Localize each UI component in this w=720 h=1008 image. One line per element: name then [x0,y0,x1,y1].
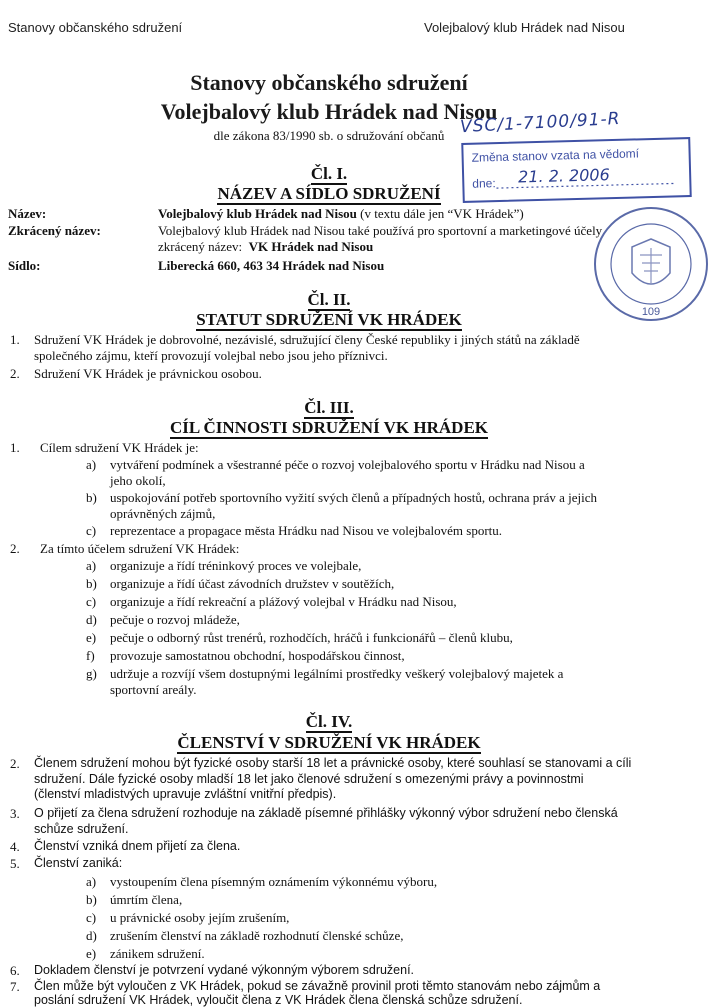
list-item: Za tímto účelem sdružení VK Hrádek: [40,541,240,556]
name-value: Volejbalový klub Hrádek nad Nisou (v textu dále jen “VK Hrádek”) [158,206,524,221]
list-item: Dokladem členství je potvrzení vydané výkonným výborem sdružení. [34,963,415,977]
sub-item-letter: c) [86,910,97,925]
list-number: 3. [10,806,20,821]
sub-item-letter: a) [86,874,97,889]
sub-item: provozuje samostatnou obchodní, hospodářskou činnost, [110,648,405,663]
section-4-title: ČLENSTVÍ V SDRUŽENÍ VK HRÁDEK [177,733,481,752]
sub-item: organizuje a řídí rekreační a plážový volejbal v Hrádku nad Nisou, [110,594,457,609]
list-item: Členství zaniká: [34,856,123,870]
list-item: O přijetí za člena sdružení rozhoduje na základě písemné přihlášky výkonný výbor sdružení nebo členská schůze sdružení. [34,806,618,836]
sub-item-letter: b) [86,490,97,505]
sub-item-letter: f) [86,648,95,663]
list-item: Sdružení VK Hrádek je právnickou osobou. [34,366,262,381]
sub-item: organizuje a řídí účast závodních družstev v soutěžích, [110,576,395,591]
sub-item: udržuje a rozvíjí všem dostupnými legálními prostředky veškerý volejbalový majetek a sportovní areály. [110,666,564,697]
section-1-number: Čl. I. [310,164,348,183]
seat-label: Sídlo: [8,258,41,273]
section-1-title: NÁZEV A SÍDLO SDRUŽENÍ [217,184,441,203]
stamp-date-label: dne: [472,176,496,191]
section-3-number: Čl. III. [304,398,354,417]
sub-item-letter: b) [86,892,97,907]
seal-number: 109 [641,306,661,318]
list-number: 7. [10,979,20,994]
law-reference: dle zákona 83/1990 sb. o sdružování občanů [213,128,445,143]
short-name-text: Volejbalový klub Hrádek nad Nisou také používá pro sportovní a marketingové účely [158,223,603,238]
sub-item-letter: d) [86,928,97,943]
sub-item: uspokojování potřeb sportovního vyžití svých členů a případných hostů, ochrana práv a jejich oprávněných zájmů, [110,490,598,521]
name-label: Název: [8,206,47,221]
sub-item: reprezentace a propagace města Hrádku nad Nisou ve volejbalovém sportu. [110,523,503,538]
sub-item: zánikem sdružení. [110,946,205,961]
sub-item-letter: c) [86,594,97,609]
short-name-value: zkrácený název: VK Hrádek nad Nisou [158,239,374,254]
running-header-left: Stanovy občanského sdružení [8,20,183,35]
sub-item-letter: d) [86,612,97,627]
list-item: Cílem sdružení VK Hrádek je: [40,440,199,455]
section-2-number: Čl. II. [307,290,351,309]
list-number: 5. [10,856,20,871]
list-item: Člen může být vyloučen z VK Hrádek, pokud se závažně provinil proti těmto stanovám nebo zájmům a poslání sdružení VK Hrádek, vyloučit člena z VK Hrádek člena členská schůze sdružení. [34,979,601,1007]
sub-item-letter: a) [86,457,97,472]
sub-item: pečuje o odborný růst trenérů, rozhodčích, hráčů i funkcionářů – členů klubu, [110,630,513,645]
sub-item-letter: b) [86,576,97,591]
sub-item-letter: g) [86,666,97,681]
list-item: Členem sdružení mohou být fyzické osoby starší 18 let a právnické osoby, které souhlasí se stanovami a cíli sdružení. Dále fyzické osoby mladší 18 let jako členové sdružení s omezenými právy a povinnostmi (členství mladistvých upravuje zvláštní vnitřní předpis). [34,756,632,801]
stamp-text: Změna stanov vzata na vědomí [471,146,640,165]
section-4-number: Čl. IV. [305,712,353,731]
stamp-date: 21. 2. 2006 [517,165,610,187]
handwritten-registration-number: VSC/1-7100/91-R [459,108,621,138]
short-name-label: Zkrácený název: [8,223,101,238]
list-item: Členství vzniká dnem přijetí za člena. [34,839,241,853]
sub-item: vytváření podmínek a všestranné péče o rozvoj volejbalového sportu v Hrádku nad Nisou a jeho okolí, [110,457,585,488]
running-header-right: Volejbalový klub Hrádek nad Nisou [424,20,625,35]
list-number: 2. [10,366,20,381]
sub-item: u právnické osoby jejím zrušením, [110,910,290,925]
sub-item: zrušením členství na základě rozhodnutí členské schůze, [110,928,404,943]
sub-item: vystoupením člena písemným oznámením výkonnému výboru, [110,874,438,889]
list-number: 4. [10,839,20,854]
sub-item-letter: c) [86,523,97,538]
list-item: Sdružení VK Hrádek je dobrovolné, nezávislé, sdružující členy České republiky i jiných států na základě společného zájmu, kteří provozují volejbal nebo jsou jeho příznivci. [34,332,580,363]
list-number: 1. [10,332,20,347]
document-subtitle: Volejbalový klub Hrádek nad Nisou [160,99,498,124]
sub-item: úmrtím člena, [110,892,183,907]
section-3-title: CÍL ČINNOSTI SDRUŽENÍ VK HRÁDEK [169,418,489,437]
sub-item: pečuje o rozvoj mládeže, [110,612,240,627]
sub-item-letter: e) [86,630,97,645]
sub-item-letter: e) [86,946,97,961]
list-number: 2. [10,541,20,556]
section-2-title: STATUT SDRUŽENÍ VK HRÁDEK [196,310,462,329]
list-number: 1. [10,440,20,455]
document-title: Stanovy občanského sdružení [190,70,468,95]
sub-item-letter: a) [86,558,97,573]
sub-item: organizuje a řídí tréninkový proces ve volejbale, [110,558,362,573]
list-number: 6. [10,963,20,978]
seat-value: Liberecká 660, 463 34 Hrádek nad Nisou [158,258,385,273]
list-number: 2. [10,756,20,771]
